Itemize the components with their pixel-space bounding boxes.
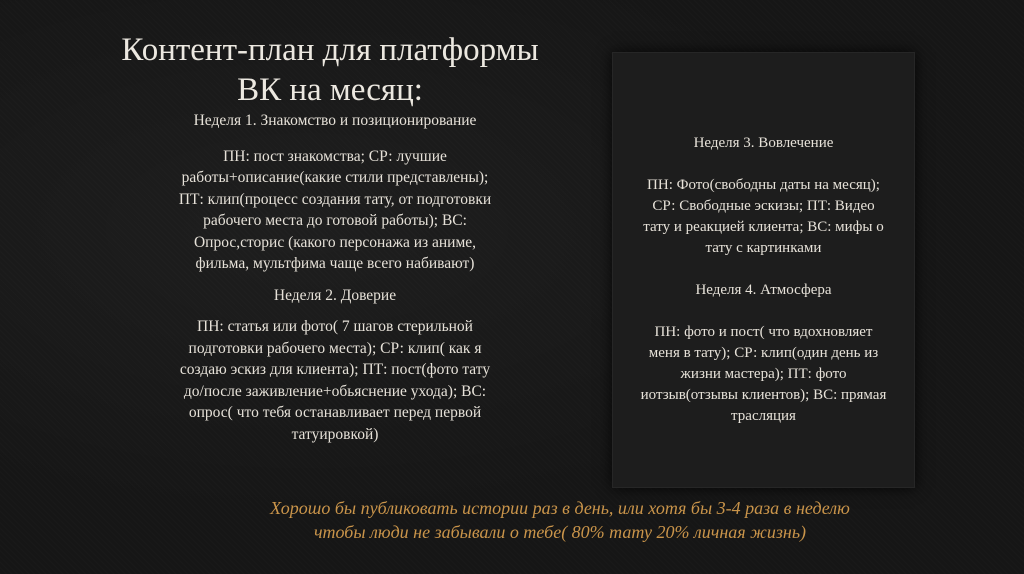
week2-line: подготовки рабочего места); СР: клип( как я — [188, 339, 482, 357]
week1-line: Опрос,сторис (какого персонажа из аниме, — [193, 233, 477, 251]
right-panel-text — [613, 133, 914, 427]
week2-line: до/после заживление+обьяснение ухода); ВС: — [183, 382, 487, 400]
footer-line-1: Хорошо бы публиковать истории раз в день, или хотя бы 3-4 раза в неделю — [270, 498, 850, 518]
week4-line: меня в тату); СР: клип(один день из — [648, 345, 879, 361]
week1-line: рабочего места до готовой работы); ВС: — [203, 212, 467, 229]
left-column — [120, 110, 550, 445]
week1-line: ПН: пост знакомства; СР: лучшие — [223, 147, 447, 165]
footer-note — [200, 496, 920, 544]
title-line-2: ВК на месяц: — [237, 72, 423, 108]
week2-line: ПН: статья или фото( 7 шагов стерильной — [197, 318, 473, 335]
footer-line-2: чтобы люди не забывали о тебе( 80% тату 20% личная жизнь) — [313, 522, 807, 542]
week4-line: жизни мастера); ПТ: фото — [680, 366, 847, 382]
week1-line: работы+описание(какие стили представлены); — [181, 169, 489, 186]
week3-heading: Неделя 3. Вовлечение — [693, 135, 834, 151]
week2-line: опрос( что тебя останавливает перед первой — [188, 404, 482, 421]
week1-line: фильма, мультфима чаще всего набивают) — [195, 255, 475, 272]
week3-line: ПН: Фото(свободны даты на месяц); — [647, 177, 880, 193]
week3-line: тату с картинками — [705, 240, 822, 256]
week4-line: иотзыв(отзывы клиентов); ВС: прямая — [640, 387, 887, 403]
week2-heading: Неделя 2. Доверие — [273, 286, 397, 304]
slide-title — [70, 30, 590, 110]
week3-line: СР: Свободные эскизы; ПТ: Видео — [652, 198, 875, 214]
week1-heading: Неделя 1. Знакомство и позиционирование — [193, 112, 477, 129]
week1-body — [120, 146, 550, 275]
week1-line: ПТ: клип(процесс создания тату, от подготовки — [178, 190, 492, 208]
right-panel — [612, 52, 915, 488]
week2-body — [120, 316, 550, 445]
week4-line: ПН: фото и пост( что вдохновляет — [654, 324, 873, 340]
week4-heading: Неделя 4. Атмосфера — [695, 282, 832, 298]
week3-line: тату и реакцией клиента; ВС: мифы о — [643, 219, 884, 235]
title-line-1: Контент-план для платформы — [121, 32, 539, 68]
week4-line: трасляция — [731, 408, 796, 424]
week2-line: создаю эскиз для клиента); ПТ: пост(фото тату — [179, 361, 491, 378]
week2-line: татуировкой) — [291, 425, 379, 443]
